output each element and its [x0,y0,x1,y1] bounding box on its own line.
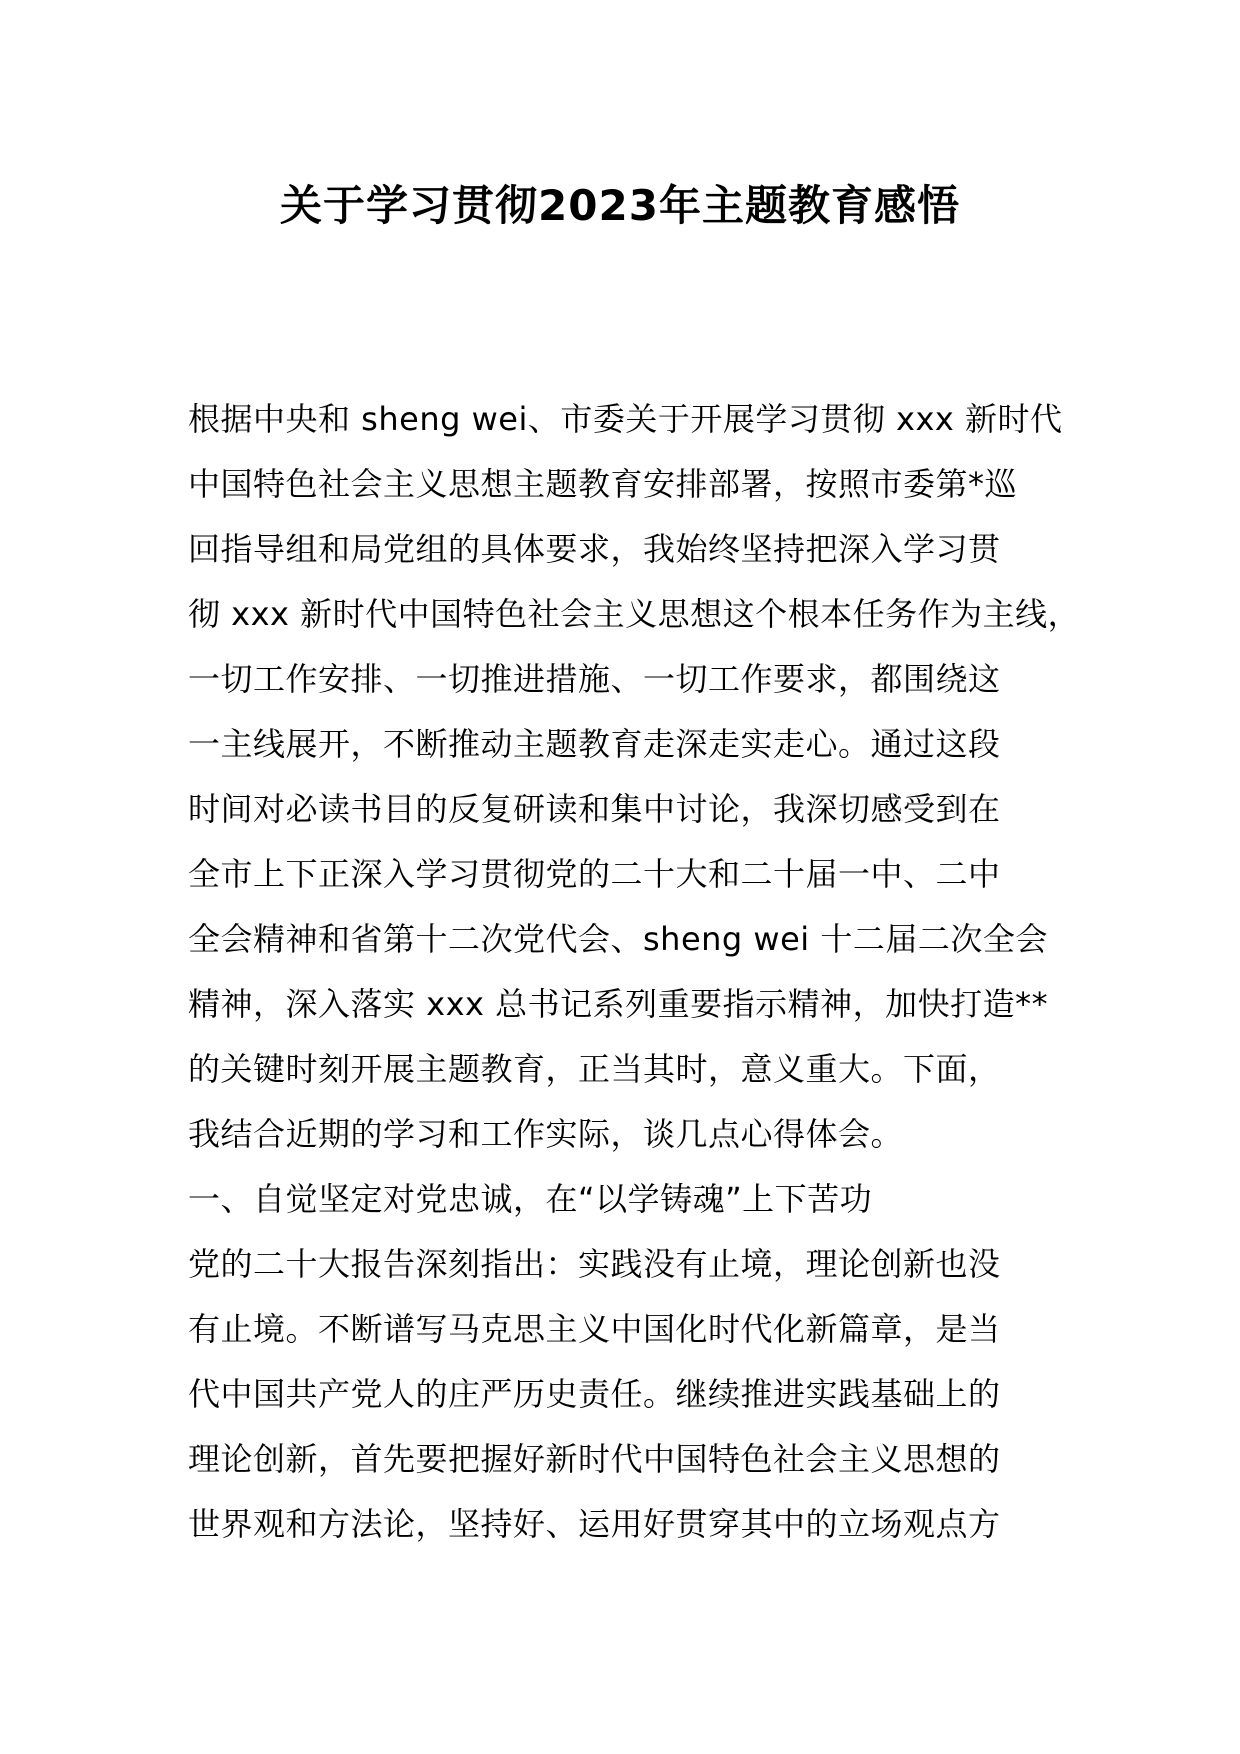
body-line: 代中国共产党人的庄严历史责任。继续推进实践基础上的 [188,1375,1001,1413]
body-line: 中国特色社会主义思想主题教育安排部署，按照市委第*巡 [188,465,1018,503]
body-line: 根据中央和 sheng wei、市委关于开展学习贯彻 xxx 新时代 [188,400,1063,438]
body-line: 我结合近期的学习和工作实际，谈几点心得体会。 [188,1115,904,1153]
body-line: 时间对必读书目的反复研读和集中讨论，我深切感受到在 [188,790,1001,828]
document-body [188,387,1088,1557]
body-line: 的关键时刻开展主题教育，正当其时，意义重大。下面， [188,1050,1001,1088]
body-line: 彻 xxx 新时代中国特色社会主义思想这个根本任务作为主线， [188,595,1081,633]
body-line: 回指导组和局党组的具体要求，我始终坚持把深入学习贯 [188,530,1001,568]
body-line: 精神，深入落实 xxx 总书记系列重要指示精神，加快打造** [188,985,1049,1023]
body-line: 一主线展开，不断推动主题教育走深走实走心。通过这段 [188,725,1001,763]
body-line: 全市上下正深入学习贯彻党的二十大和二十届一中、二中 [188,855,1001,893]
body-line: 全会精神和省第十二次党代会、sheng wei 十二届二次全会 [188,920,1048,958]
body-line: 一切工作安排、一切推进措施、一切工作要求，都围绕这 [188,660,1001,698]
body-line: 理论创新，首先要把握好新时代中国特色社会主义思想的 [188,1440,1001,1478]
section-heading: 一、自觉坚定对党忠诚，在“以学铸魂”上下苦功 [188,1180,873,1218]
body-line: 党的二十大报告深刻指出：实践没有止境，理论创新也没 [188,1245,1001,1283]
body-line: 有止境。不断谱写马克思主义中国化时代化新篇章，是当 [188,1310,1001,1348]
body-line: 世界观和方法论，坚持好、运用好贯穿其中的立场观点方 [188,1505,1001,1543]
document-title: 关于学习贯彻2023年主题教育感悟 [280,181,960,230]
